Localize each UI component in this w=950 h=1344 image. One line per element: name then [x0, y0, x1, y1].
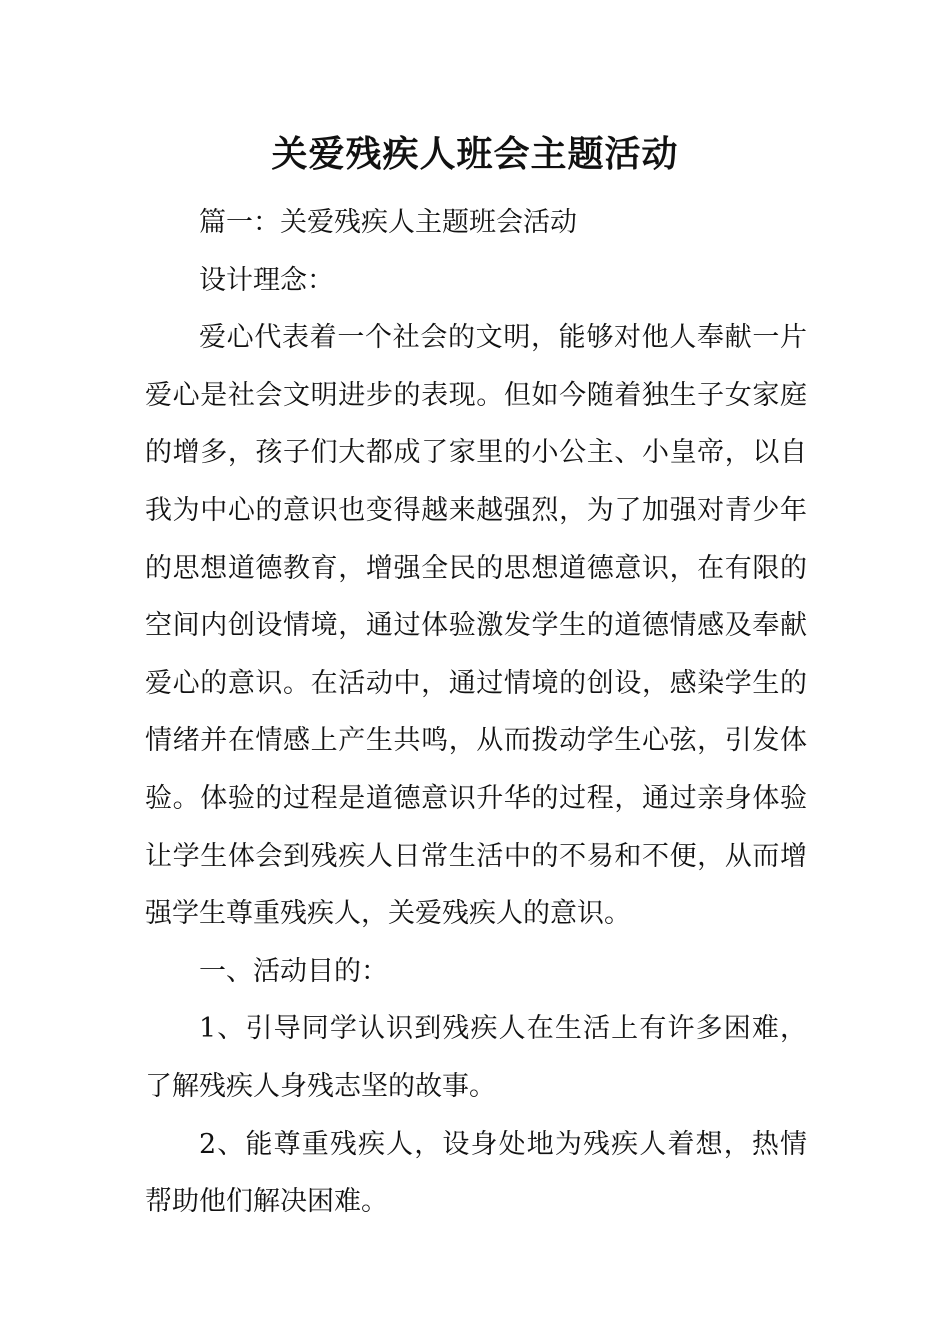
document-body [145, 194, 807, 1231]
paragraph: 爱心代表着一个社会的文明，能够对他人奉献一片爱心是社会文明进步的表现。但如今随着独生子女家庭的增多，孩子们大都成了家里的小公主、小皇帝，以自我为中心的意识也变得越来越强烈，为了加强对青少年的思想道德教育，增强全民的思想道德意识，在有限的空间内创设情境，通过体验激发学生的道德情感及奉献爱心的意识。在活动中，通过情境的创设，感染学生的情绪并在情感上产生共鸣，从而拨动学生心弦，引发体验。体验的过程是道德意识升华的过程，通过亲身体验让学生体会到残疾人日常生活中的不易和不便，从而增强学生尊重残疾人，关爱残疾人的意识。 [145, 322, 807, 930]
document-title: 关爱残疾人班会主题活动 [271, 133, 679, 175]
list-item: 2、能尊重残疾人，设身处地为残疾人着想，热情帮助他们解决困难。 [145, 1128, 807, 1218]
subheading: 设计理念： [199, 264, 334, 296]
list-item: 1、引导同学认识到残疾人在生活上有许多困难，了解残疾人身残志坚的故事。 [145, 1013, 807, 1102]
section-heading: 篇一：关爱残疾人主题班会活动 [199, 207, 577, 238]
subheading: 一、活动目的： [199, 955, 388, 987]
